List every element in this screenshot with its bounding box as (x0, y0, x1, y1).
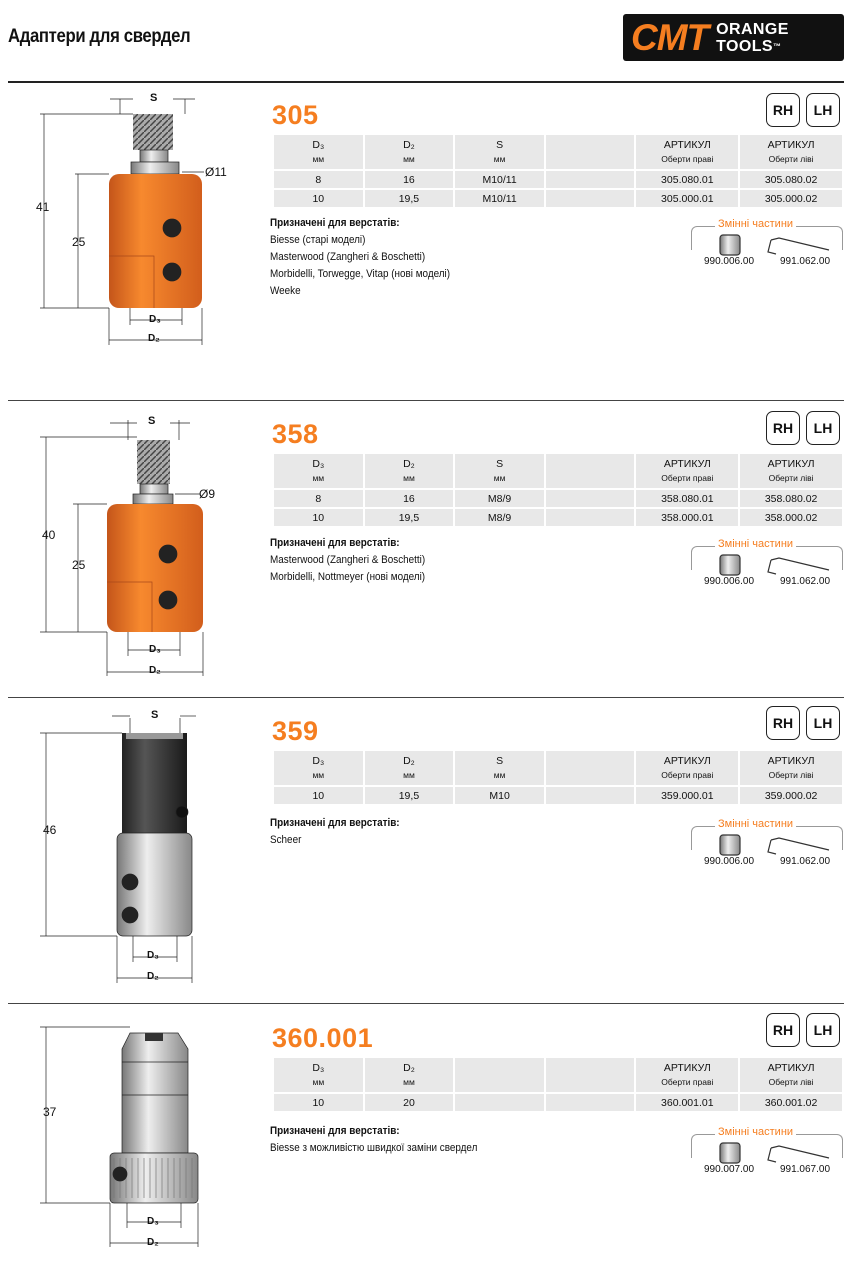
rh-badge: RH (766, 411, 800, 445)
logo-cmt: CMT (631, 16, 709, 58)
col-d2: D₂ мм (365, 135, 454, 169)
spec-table-360: D₃ мм D₂ мм АРТИКУЛ Оберти праві АРТИКУЛ Оберти ліві 10 20 360.001.01 360.001.02 (272, 1056, 844, 1113)
spare-parts-305: Змінні частини 990.006.00 991.062.00 (691, 218, 843, 276)
dim-d2-358: D₂ (149, 665, 161, 676)
page-title: Адаптери для свердел (8, 26, 191, 47)
section-rule (8, 697, 844, 698)
dim-body-358: 25 (72, 558, 86, 572)
spare-parts-360: Змінні частини 990.007.00 991.067.00 (691, 1126, 843, 1184)
list-item: Scheer (270, 834, 302, 846)
drawing-360 (40, 1027, 198, 1247)
machines-305: Призначені для верстатів: Biesse (старі моделі) Masterwood (Zangheri & Boschetti) Morbidelli, Torwegge, Vitap (нові моделі) Weeke (270, 215, 450, 300)
dim-d2-305: D₂ (148, 333, 160, 344)
spec-table-359: D₃ мм D₂ мм S мм АРТИКУЛ Оберти праві АРТИКУЛ Оберти ліві 10 19,5 M10 359.000.01 359.000.02 (272, 749, 844, 806)
dim-s-358: S (148, 415, 156, 427)
logo-orange-tools: ORANGE TOOLS™ (716, 20, 789, 55)
dim-total-359: 46 (43, 823, 57, 837)
machines-358: Призначені для верстатів: Masterwood (Zangheri & Boschetti) Morbidelli, Nottmeyer (нові моделі) (270, 535, 425, 586)
dim-dia-305: Ø11 (205, 165, 227, 179)
list-item: Masterwood (Zangheri & Boschetti) (270, 554, 426, 566)
rh-badge: RH (766, 1013, 800, 1047)
machines-359: Призначені для верстатів: Scheer (270, 815, 400, 849)
drawing-359 (40, 716, 196, 983)
spec-table-305 (272, 133, 844, 209)
drawing-358 (40, 420, 203, 676)
drawing-305 (40, 99, 204, 345)
spec-table-358: D₃ мм D₂ мм S мм АРТИКУЛ Оберти праві АРТИКУЛ Оберти ліві 8 16 M8/9 358.080.01 358.080.02 10 19,5 M8/9 358.000.01 358.000.02 (272, 452, 844, 528)
col-empty (546, 135, 635, 169)
section-rule (8, 1003, 844, 1004)
product-number-358: 358 (272, 419, 319, 449)
product-number-359: 359 (272, 716, 319, 746)
list-item: Biesse з можливістю швидкої заміни свердел (270, 1142, 478, 1154)
dim-s-359: S (151, 709, 159, 721)
dim-d3-360: D₃ (147, 1216, 159, 1227)
machines-360: Призначені для верстатів: Biesse з можливістю швидкої заміни свердел (270, 1123, 477, 1157)
col-art-rh: АРТИКУЛ Оберти праві (636, 135, 738, 169)
table-row: 10 19,5 M10 359.000.01 359.000.02 (274, 787, 842, 804)
dim-total-305: 41 (36, 200, 50, 214)
dim-d2-359: D₂ (147, 971, 159, 982)
col-s: S мм (455, 135, 544, 169)
spare-parts-359: Змінні частини 990.006.00 991.062.00 (691, 818, 843, 876)
dim-d3-359: D₃ (147, 950, 159, 961)
rh-badge: RH (766, 706, 800, 740)
dim-d3-305: D₃ (149, 314, 161, 325)
list-item: Masterwood (Zangheri & Boschetti) (270, 251, 426, 263)
section-rule (8, 400, 844, 401)
dim-dia-358: Ø9 (199, 487, 216, 501)
dim-total-360: 37 (43, 1105, 57, 1119)
table-row: 10 19,5 M8/9 358.000.01 358.000.02 (274, 509, 842, 526)
dim-d3-358: D₃ (149, 644, 161, 655)
lh-badge: LH (806, 93, 840, 127)
rh-badge: RH (766, 93, 800, 127)
dim-total-358: 40 (42, 528, 56, 542)
col-art-lh: АРТИКУЛ Оберти ліві (740, 135, 842, 169)
table-row: 10 19,5 M10/11 305.000.01 305.000.02 (274, 190, 842, 207)
list-item: Morbidelli, Nottmeyer (нові моделі) (270, 571, 426, 583)
col-d3: D₃ мм (274, 135, 363, 169)
lh-badge: LH (806, 411, 840, 445)
table-row: 8 16 M10/11 305.080.01 305.080.02 (274, 171, 842, 188)
product-number-360: 360.001 (272, 1023, 374, 1053)
table-row: 8 16 M8/9 358.080.01 358.080.02 (274, 490, 842, 507)
list-item: Weeke (270, 285, 301, 297)
list-item: Morbidelli, Torwegge, Vitap (нові моделі) (270, 268, 451, 280)
spare-parts-358: Змінні частини 990.006.00 991.062.00 (691, 538, 843, 596)
dim-s-305: S (150, 92, 158, 104)
lh-badge: LH (806, 706, 840, 740)
dim-body-305: 25 (72, 235, 86, 249)
product-number-305: 305 (272, 100, 319, 130)
dim-d2-360: D₂ (147, 1237, 159, 1248)
lh-badge: LH (806, 1013, 840, 1047)
list-item: Biesse (старі моделі) (270, 234, 366, 246)
table-row: 10 20 360.001.01 360.001.02 (274, 1094, 842, 1111)
